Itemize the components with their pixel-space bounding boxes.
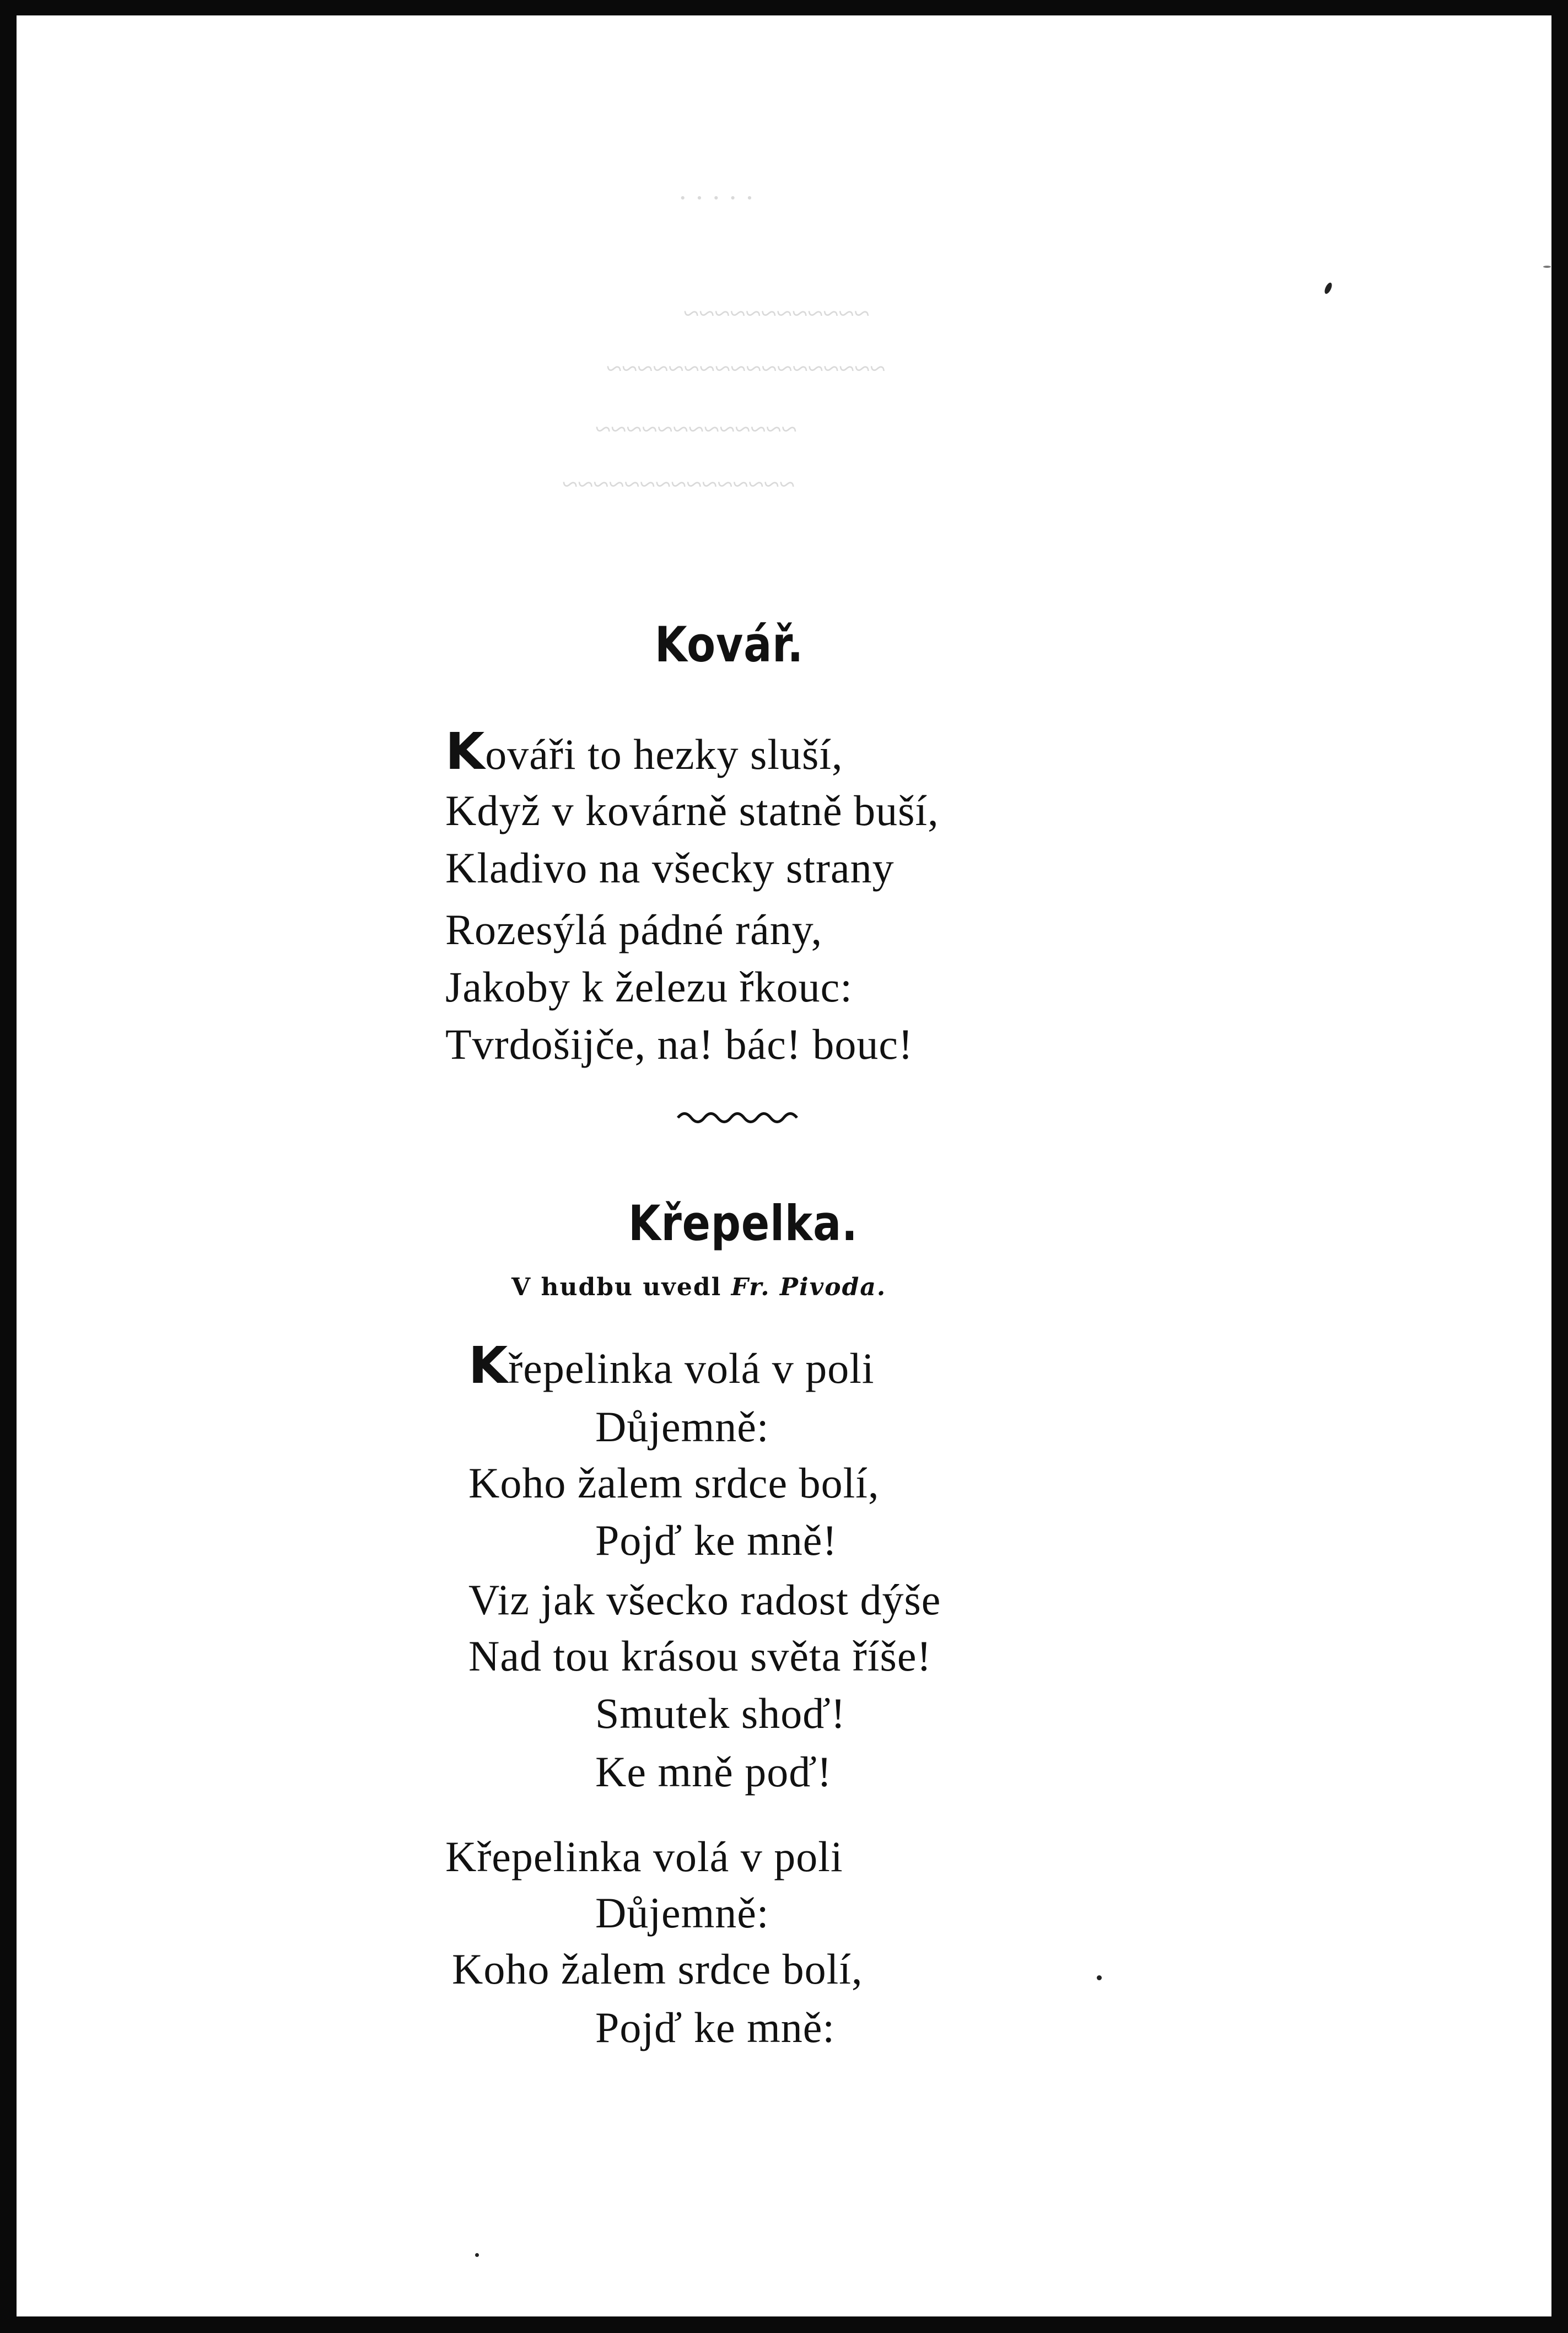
verse-line: Kladivo na všecky strany <box>445 844 895 892</box>
verse-line: Rozesýlá pádné rány, <box>445 906 823 953</box>
verse-line: Křepelinka volá v poli <box>468 1336 875 1395</box>
composer-name: Fr. Pivoda. <box>731 1273 887 1301</box>
verse-line: Koho žalem srdce bolí, <box>468 1459 880 1507</box>
scan-speck <box>1323 282 1333 295</box>
poem-title: Křepelka. <box>628 1195 858 1252</box>
scan-speck <box>1097 1975 1102 1980</box>
verse-line: Viz jak všecko radost dýše <box>468 1576 941 1624</box>
verse-line: Kováři to hezky sluší, <box>445 722 843 781</box>
scan-speck <box>1543 266 1551 268</box>
drop-cap: K <box>445 722 486 781</box>
drop-cap: K <box>468 1336 509 1395</box>
verse-line: Tvrdošijče, na! bác! bouc! <box>445 1020 913 1068</box>
wave-ornament <box>675 1107 802 1129</box>
verse-line: Smutek shoď! <box>595 1689 846 1737</box>
poem-subtitle: V hudbu uvedl Fr. Pivoda. <box>511 1273 887 1301</box>
scan-speck <box>475 2253 479 2257</box>
verse-line: Křepelinka volá v poli <box>445 1833 843 1881</box>
verse-line: Ke mně poď! <box>595 1748 832 1796</box>
poem-title: Kovář. <box>655 616 804 673</box>
verse-line: Pojď ke mně! <box>595 1516 838 1564</box>
verse-line: Důjemně: <box>595 1403 769 1451</box>
verse-line: Nad tou krásou světa říše! <box>468 1632 932 1680</box>
verse-line: Důjemně: <box>595 1889 769 1937</box>
verse-line: Jakoby k železu řkouc: <box>445 963 853 1011</box>
verse-line: Pojď ke mně: <box>595 2003 836 2051</box>
verse-line: Když v kovárně statně buší, <box>445 786 939 834</box>
verse-line: Koho žalem srdce bolí, <box>452 1945 863 1993</box>
